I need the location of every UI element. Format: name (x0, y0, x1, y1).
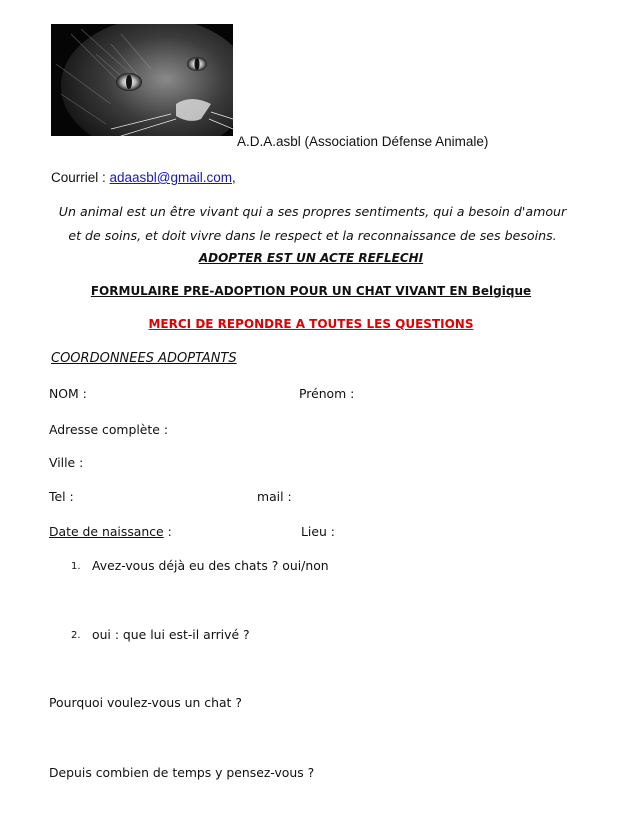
title-merci: MERCI DE REPONDRE A TOUTES LES QUESTIONS (148, 317, 474, 331)
cat-photo (51, 24, 233, 136)
intro-line-1: Un animal est un être vivant qui a ses propres sentiments, qui a besoin d'amour (58, 204, 567, 219)
section-coordonnees: COORDONNEES ADOPTANTS (51, 351, 237, 366)
field-prenom: Prénom : (299, 386, 355, 401)
date-suffix: : (163, 524, 172, 539)
question-text: Avez-vous déjà eu des chats ? oui/non (92, 558, 329, 573)
title-formulaire: FORMULAIRE PRE-ADOPTION POUR UN CHAT VIVANT EN Belgique (90, 284, 532, 298)
field-lieu: Lieu : (301, 524, 335, 539)
question-number: 2. (71, 630, 81, 641)
date-label: Date de naissance (49, 524, 164, 539)
email-line (51, 170, 236, 185)
question-depuis: Depuis combien de temps y pensez-vous ? (49, 765, 315, 780)
title-adopter: ADOPTER EST UN ACTE REFLECHI (198, 251, 424, 265)
question-text: oui : que lui est-il arrivé ? (92, 627, 250, 642)
field-adresse: Adresse complète : (49, 422, 169, 437)
field-nom: NOM : (49, 386, 87, 401)
field-ville: Ville : (49, 455, 84, 470)
question-number: 1. (71, 561, 81, 572)
email-label: Courriel : (51, 170, 110, 185)
field-tel: Tel : (49, 489, 74, 504)
field-mail: mail : (257, 489, 292, 504)
question-pourquoi: Pourquoi voulez-vous un chat ? (49, 695, 242, 710)
organization-name: A.D.A.asbl (Association Défense Animale) (237, 134, 489, 149)
intro-line-2: et de soins, et doit vivre dans le respect et la reconnaissance de ses besoins. (68, 228, 557, 243)
field-date-naissance (49, 524, 172, 539)
email-suffix: , (232, 170, 236, 185)
email-link[interactable]: adaasbl@gmail.com (109, 170, 233, 185)
